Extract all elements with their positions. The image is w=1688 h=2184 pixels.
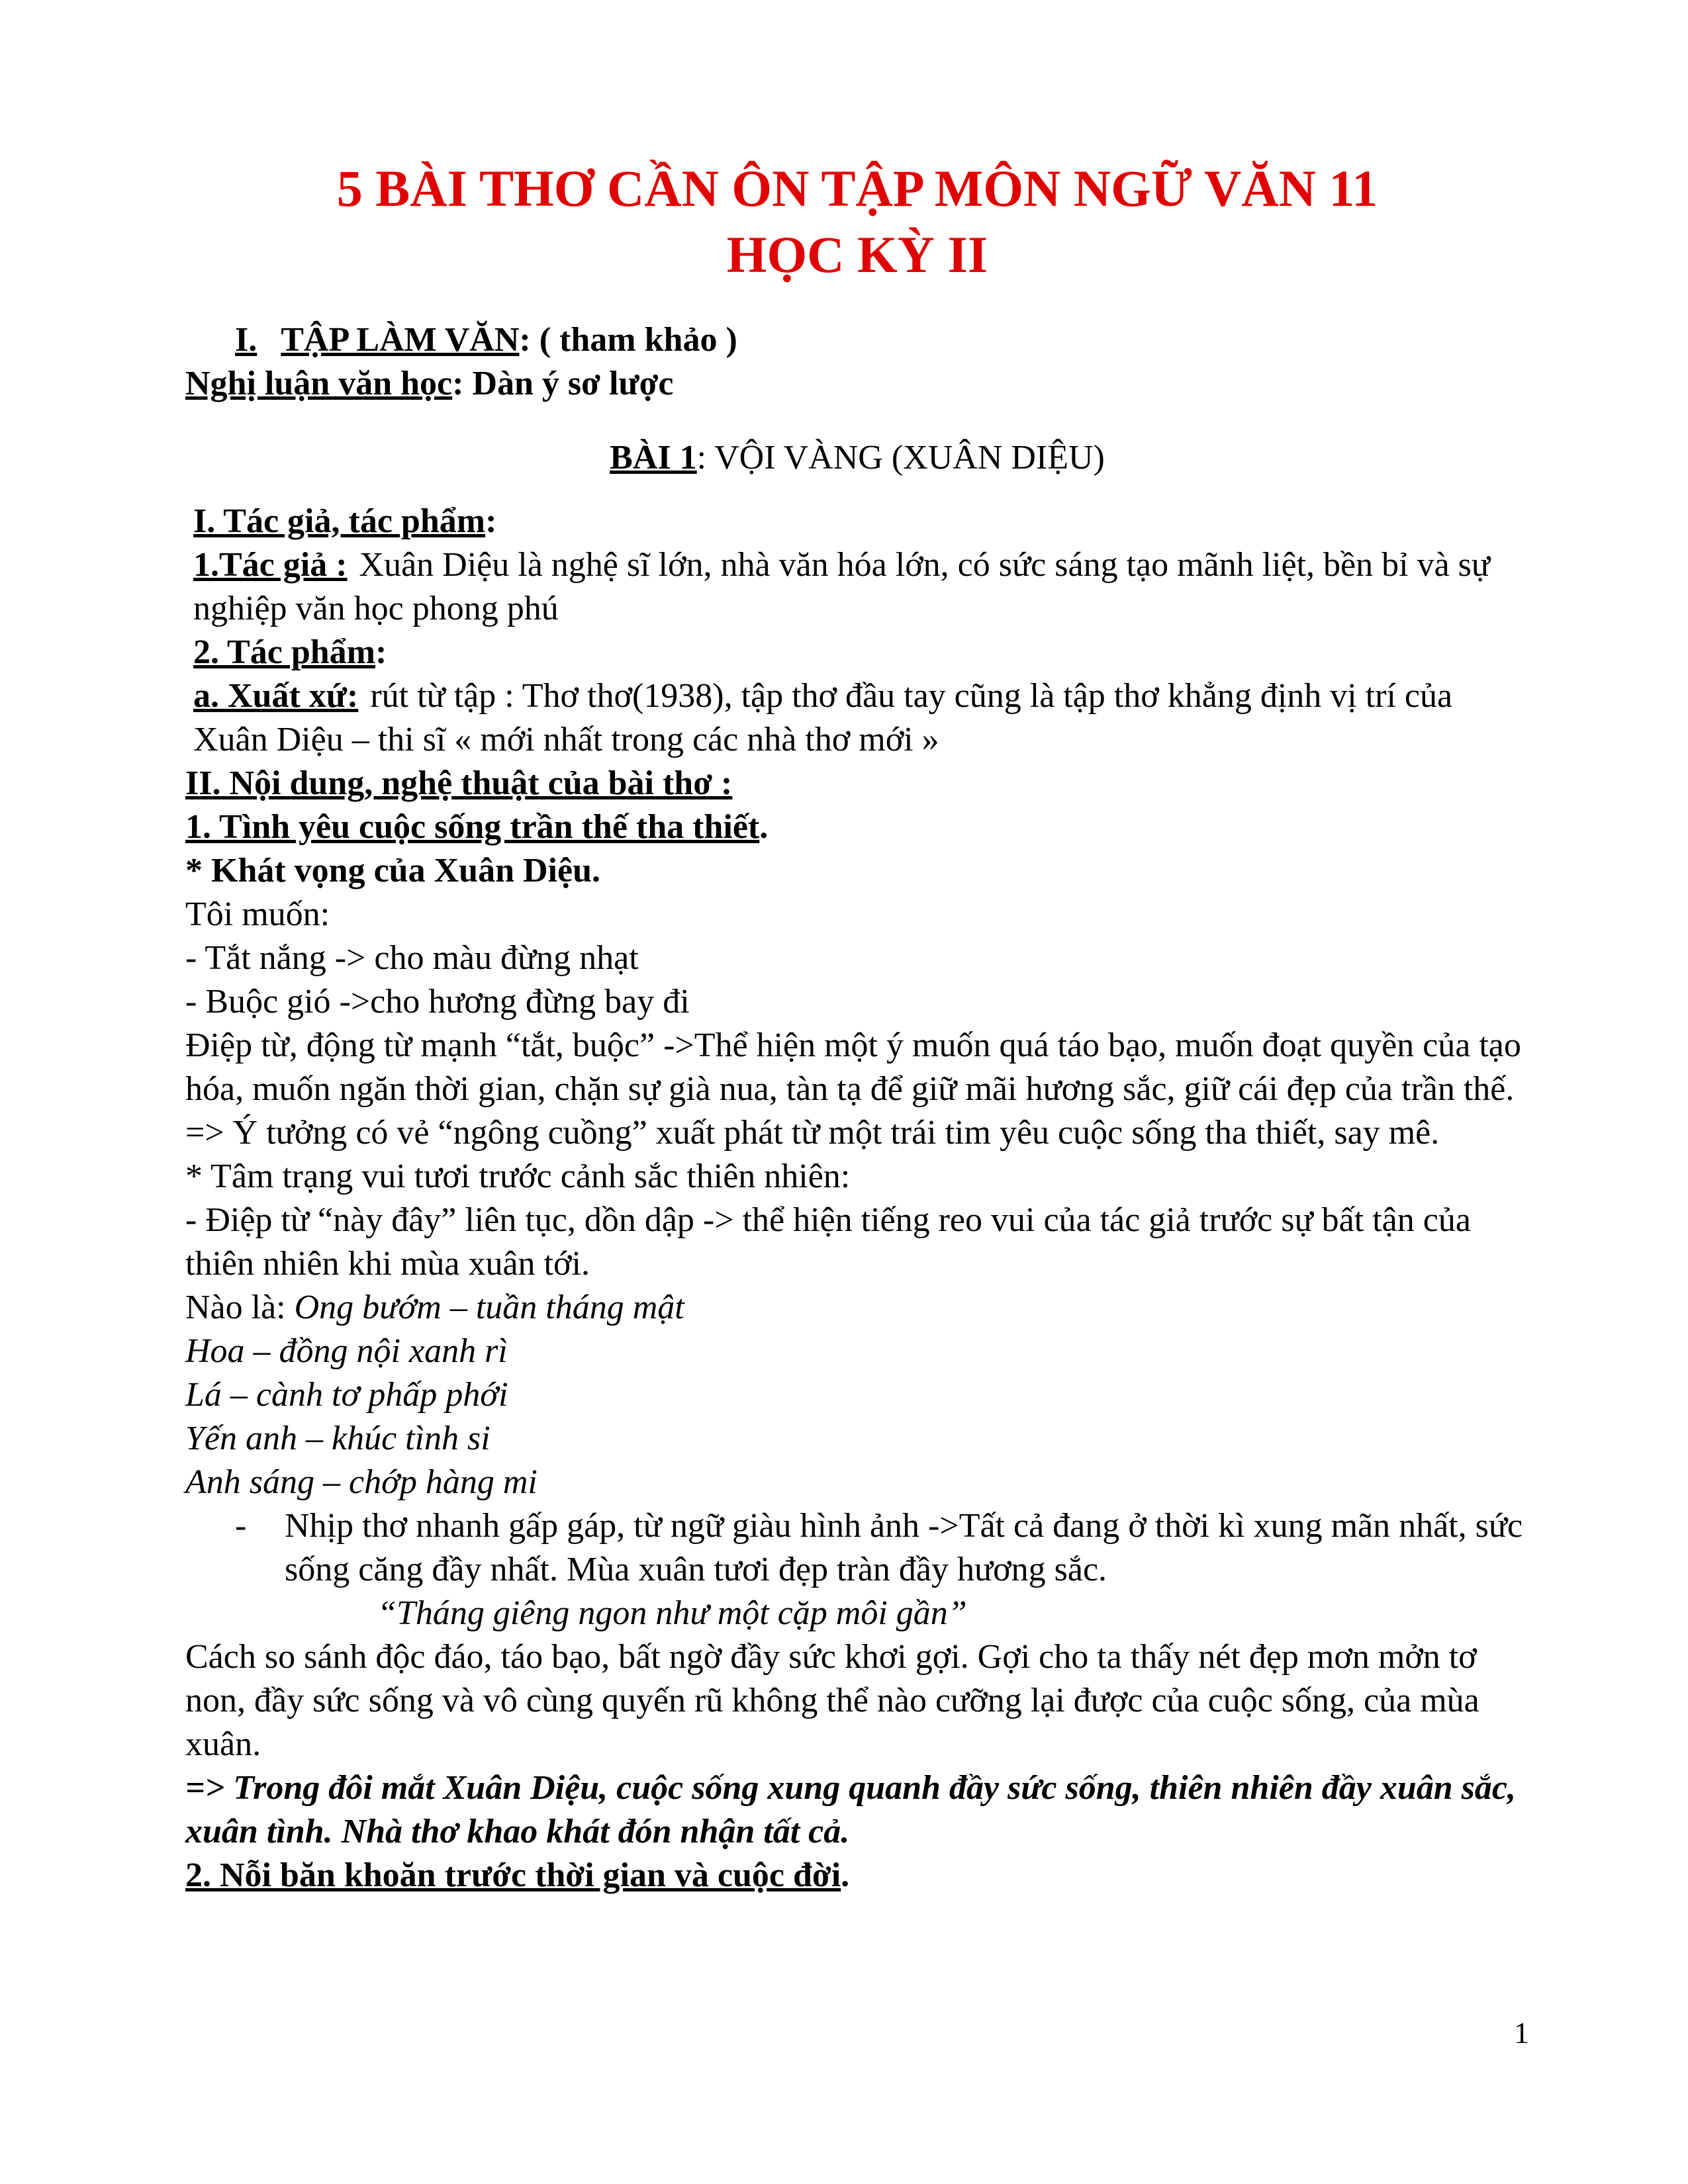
section-label: TẬP LÀM VĂN [281,321,520,359]
section-heading-tap-lam-van [185,318,1529,362]
poem-line: Hoa – đồng nội xanh rì [185,1332,508,1370]
tac-gia-text: Xuân Diệu là nghệ sĩ lớn, nhà văn hóa lớn, có sức sáng tạo mãnh liệt, bền bỉ và sự nghiệp văn học phong phú [193,546,1491,627]
paragraph-diep-tu-1: Điệp từ, động từ mạnh “tắt, buộc” ->Thể hiện một ý muốn quá táo bạo, muốn đoạt quyền của tạo hóa, muốn ngăn thời gian, chặn sự già nua, tàn tạ để giữ mãi hương sắc, giữ cái đẹp của trần thế. [185,1026,1521,1108]
title-line-2: HỌC KỲ II [726,226,988,283]
paragraph-diep-tu-2: - Điệp từ “này đây” liên tục, dồn dập -> thể hiện tiếng reo vui của tác giả trước sự bất tận của thiên nhiên khi mùa xuân tới. [185,1201,1471,1283]
heading-tac-pham: 2. Tác phẩm: [193,633,387,671]
line-buoc-gio: - Buộc gió ->cho hương đừng bay đi [185,983,690,1021]
nhip-tho-text: Nhịp thơ nhanh gấp gáp, từ ngữ giàu hình ảnh ->Tất cả đang ở thời kì xung mãn nhất, sức sống căng đầy nhất. Mùa xuân tươi đẹp tràn đầy hương sắc. [285,1507,1523,1588]
bai-1-title: : VỘI VÀNG (XUÂN DIỆU) [696,439,1105,477]
paragraph-so-sanh: Cách so sánh độc đáo, táo bạo, bất ngờ đầy sức khơi gợi. Gợi cho ta thấy nét đẹp mơn mởn tơ non, đầy sức sống và vô cùng quyến rũ không thể nào cưỡng lại được của cuộc sống, của mùa xuân. [185,1638,1479,1763]
poem-heading-bai-1 [185,436,1529,480]
tac-gia-label: 1.Tác giả : [193,546,348,584]
heading-khat-vong: * Khát vọng của Xuân Diệu. [185,852,600,889]
poem-line: Lá – cành tơ phấp phới [185,1376,508,1414]
poem-line: Anh sáng – chớp hàng mi [185,1463,538,1501]
page-number: 1 [1514,2016,1529,2050]
line-tat-nang: - Tắt nắng -> cho màu đừng nhạt [185,939,639,977]
paragraph-xuat-xu [185,674,1529,762]
bai-1-label: BÀI 1 [610,439,697,477]
subsection-suffix: : Dàn ý sơ lược [452,365,674,402]
line-toi-muon: Tôi muốn: [185,895,330,933]
line-tam-trang: * Tâm trạng vui tươi trước cảnh sắc thiên nhiên: [185,1158,851,1195]
document-body [185,156,1529,1897]
nao-la-verse: Ong bướm – tuần tháng mật [294,1289,684,1326]
part-heading-tac-gia-tac-pham: I. Tác giả, tác phẩm: [193,502,497,540]
poem-line: Yến anh – khúc tình si [185,1420,491,1457]
part1-label: I. Tác giả, tác phẩm [193,502,486,540]
tac-pham-label: 2. Tác phẩm [193,633,375,671]
section-number: I. [235,321,258,359]
xuat-xu-text: rút từ tập : Thơ thơ(1938), tập thơ đầu tay cũng là tập thơ khẳng định vị trí của Xuân Diệu – thi sĩ « mới nhất trong các nhà thơ mới » [193,677,1453,758]
part-heading-noi-dung: II. Nội dung, nghệ thuật của bài thơ : [185,764,733,802]
list-item-nhip-tho [185,1504,1529,1592]
subsection-heading [185,362,1529,406]
document-title [185,156,1529,288]
heading-noi-ban-khoan: 2. Nỗi băn khoăn trước thời gian và cuộc đời. [185,1856,850,1894]
paragraph-y-tuong: => Ý tưởng có vẻ “ngông cuồng” xuất phát từ một trái tim yêu cuộc sống tha thiết, say mê. [185,1114,1440,1152]
nao-la-prefix: Nào là: [185,1289,286,1326]
heading-tinh-yeu-cuoc-song: 1. Tình yêu cuộc sống trần thế tha thiết. [185,808,769,846]
subsection-label: Nghị luận văn học [185,365,453,402]
line-nao-la [185,1286,1529,1330]
section-suffix: : ( tham khảo ) [519,321,737,359]
heading-2-label: 2. Nỗi băn khoăn trước thời gian và cuộc đời [185,1856,841,1894]
heading-1-label: 1. Tình yêu cuộc sống trần thế tha thiết [185,808,760,846]
xuat-xu-label: a. Xuất xứ: [193,677,359,715]
list-dash: - [235,1507,247,1545]
paragraph-tac-gia [185,543,1529,631]
quote-thang-gieng: “Tháng giêng ngon như một cặp môi gần” [377,1594,967,1632]
paragraph-conclusion: => Trong đôi mắt Xuân Diệu, cuộc sống xung quanh đầy sức sống, thiên nhiên đầy xuân sắc, xuân tình. Nhà thơ khao khát đón nhận tất cả. [185,1769,1516,1850]
title-line-1: 5 BÀI THƠ CẦN ÔN TẬP MÔN NGỮ VĂN 11 [336,159,1378,217]
